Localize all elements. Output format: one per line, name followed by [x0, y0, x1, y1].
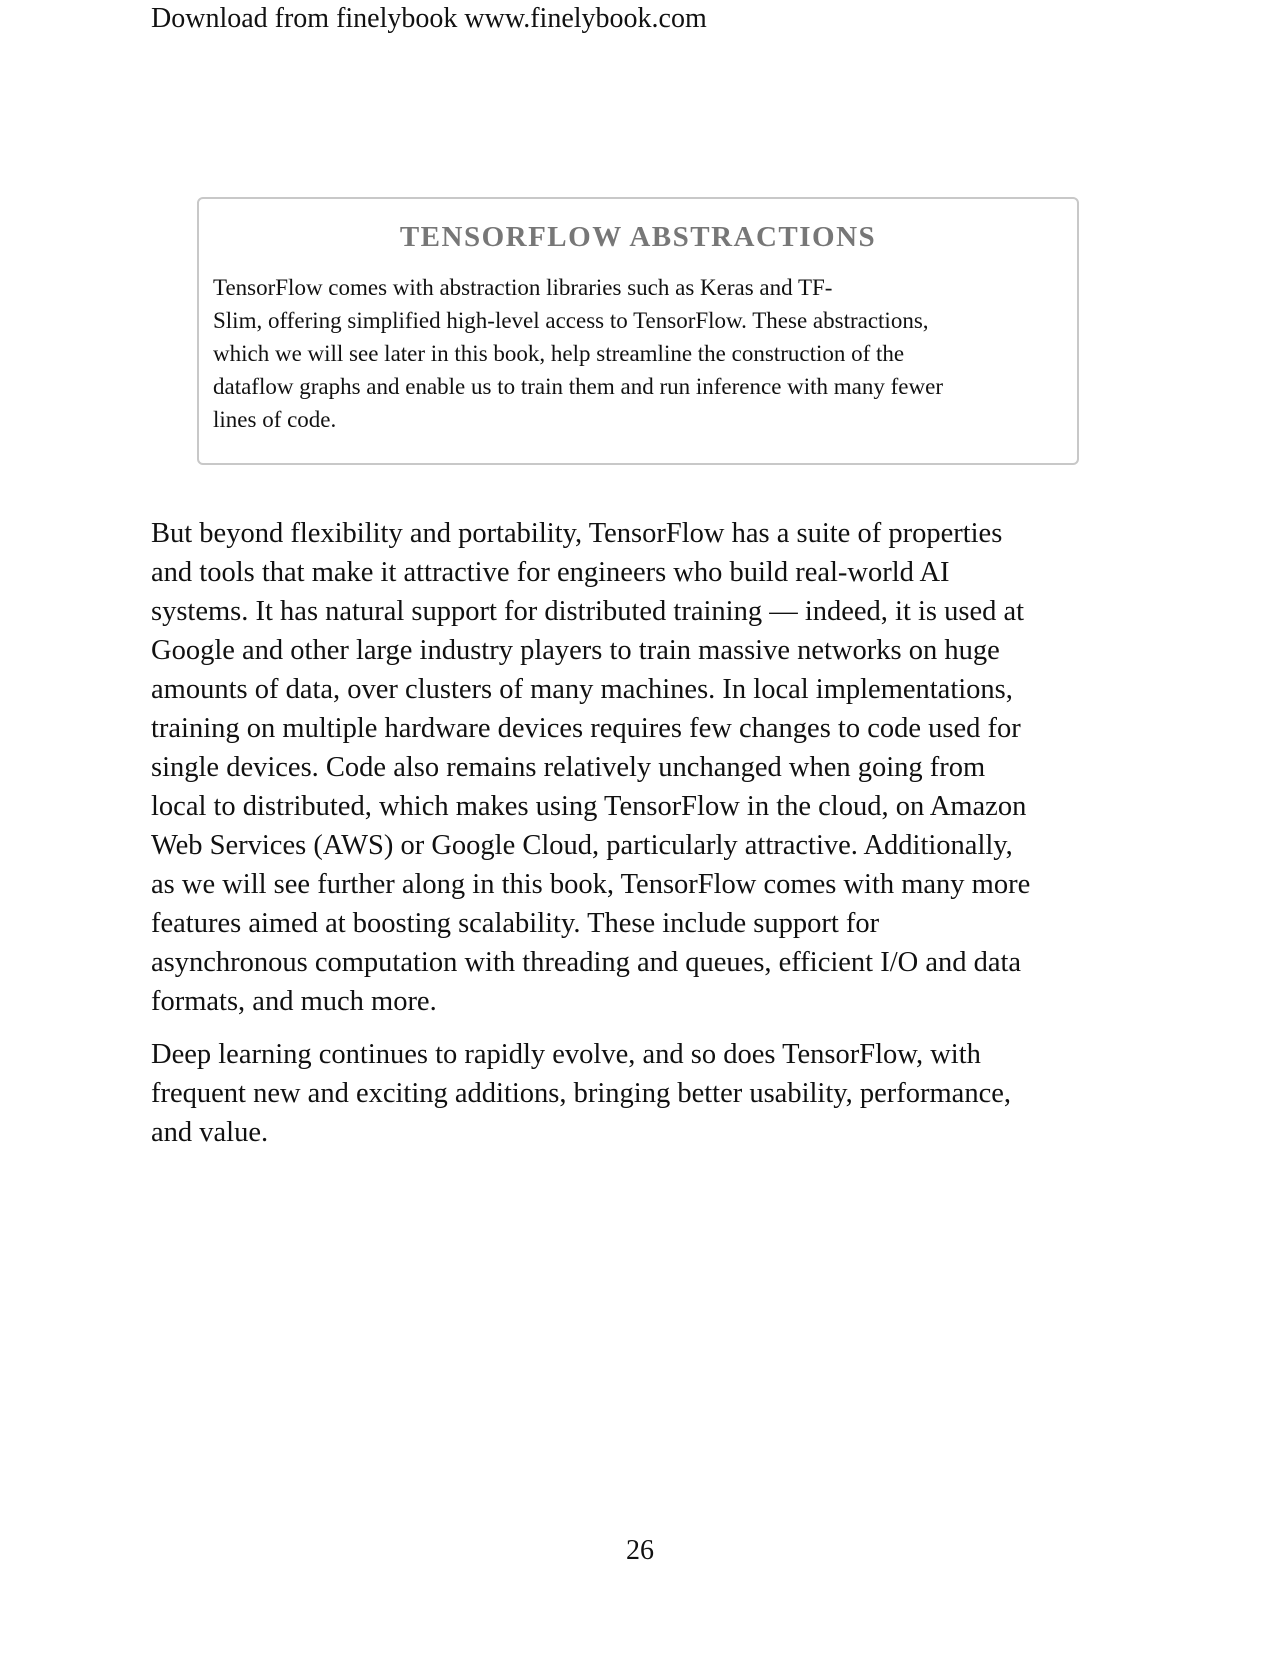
box-line: Slim, offering simplified high-level access to TensorFlow. These abstractions,	[213, 308, 929, 333]
text-line: single devices. Code also remains relatively unchanged when going from	[151, 752, 986, 783]
sidebar-box-title: TENSORFLOW ABSTRACTIONS	[399, 221, 877, 253]
text-line: training on multiple hardware devices requires few changes to code used for	[151, 713, 1021, 744]
text-line: systems. It has natural support for distributed training — indeed, it is used at	[151, 596, 1025, 627]
text-line: Deep learning continues to rapidly evolve, and so does TensorFlow, with	[151, 1039, 981, 1070]
download-header: Download from finelybook www.finelybook.com	[151, 3, 707, 34]
text-line: Web Services (AWS) or Google Cloud, particularly attractive. Additionally,	[151, 830, 1013, 861]
text-line: and tools that make it attractive for engineers who build real-world AI	[151, 557, 950, 588]
page-number: 26	[626, 1535, 654, 1566]
text-line: features aimed at boosting scalability. These include support for	[151, 908, 880, 939]
box-line: TensorFlow comes with abstraction libraries such as Keras and TF-	[213, 275, 833, 300]
sidebar-box	[197, 197, 1079, 465]
text-line: as we will see further along in this book, TensorFlow comes with many more	[151, 869, 1031, 900]
text-line: Google and other large industry players to train massive networks on huge	[151, 635, 1000, 666]
text-line: But beyond flexibility and portability, TensorFlow has a suite of properties	[151, 518, 1003, 549]
paragraph-1	[151, 514, 1030, 1021]
text-line: formats, and much more.	[151, 986, 437, 1017]
box-line: dataflow graphs and enable us to train them and run inference with many fewer	[213, 374, 943, 399]
text-line: amounts of data, over clusters of many machines. In local implementations,	[151, 674, 1013, 705]
text-line: asynchronous computation with threading and queues, efficient I/O and data	[151, 947, 1022, 978]
text-line: frequent new and exciting additions, bringing better usability, performance,	[151, 1078, 1012, 1109]
text-line: local to distributed, which makes using TensorFlow in the cloud, on Amazon	[151, 791, 1027, 822]
box-line: which we will see later in this book, help streamline the construction of the	[213, 341, 905, 366]
sidebar-box-body	[213, 271, 943, 436]
text-line: and value.	[151, 1117, 269, 1148]
paragraph-2	[151, 1035, 1011, 1152]
box-line: lines of code.	[213, 407, 337, 432]
